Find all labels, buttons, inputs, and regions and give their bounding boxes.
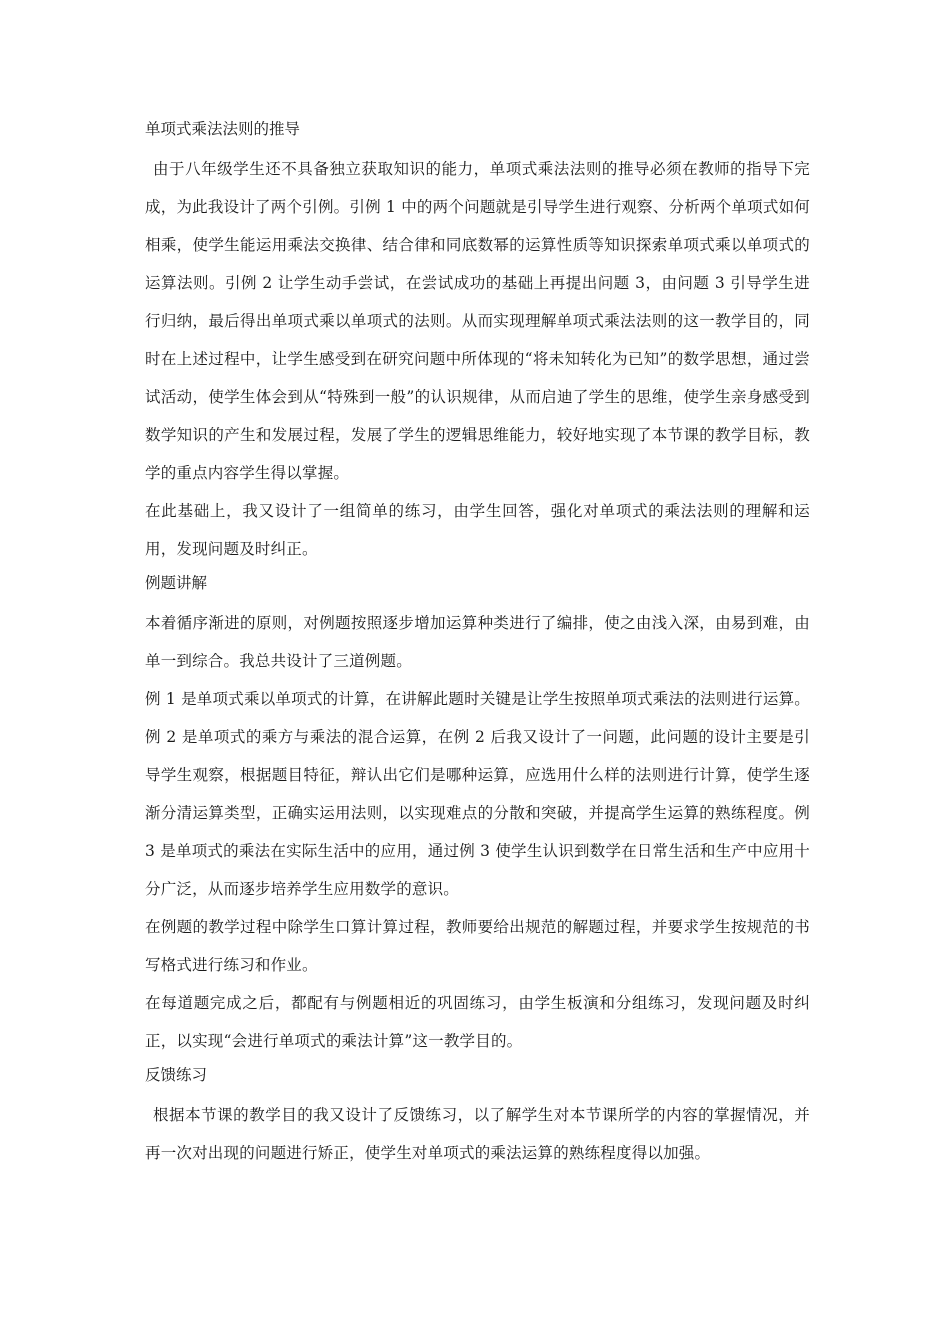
paragraph-examples-2: 例 1 是单项式乘以单项式的计算，在讲解此题时关键是让学生按照单项式乘法的法则进行运算。例 2 是单项式的乘方与乘法的混合运算，在例 2 后我又设计了一问题，此问题的设计主要是引导学生观察，根据题目特征，辩认出它们是哪种运算，应选用什么样的法则进行计算，使学生逐渐分清运算类型，正确实运用法则，以实现难点的分散和突破，并提高学生运算的熟练程度。例 3 是单项式的乘法在实际生活中的应用，通过例 3 使学生认识到数学在日常生活和生产中应用十分广泛，从而逐步培养学生应用数学的意识。 (145, 690, 810, 898)
paragraph-examples-3: 在例题的教学过程中除学生口算计算过程，教师要给出规范的解题过程，并要求学生按规范的书写格式进行练习和作业。 (145, 918, 810, 974)
paragraph-derivation-1: 由于八年级学生还不具备独立获取知识的能力，单项式乘法法则的推导必须在教师的指导下完成，为此我设计了两个引例。引例 1 中的两个问题就是引导学生进行观察、分析两个单项式如何相乘，使学生能运用乘法交换律、结合律和同底数幂的运算性质等知识探索单项式乘以单项式的运算法则。引例 2 让学生动手尝试，在尝试成功的基础上再提出问题 3，由问题 3 引导学生进行归纳，最后得出单项式乘以单项式的法则。从而实现理解单项式乘法法则的这一教学目的，同时在上述过程中，让学生感受到在研究问题中所体现的“将未知转化为已知”的数学思想，通过尝试活动，使学生体会到从“特殊到一般”的认识规律，从而启迪了学生的思维，使学生亲身感受到数学知识的产生和发展过程，发展了学生的逻辑思维能力，较好地实现了本节课的教学目标，教学的重点内容学生得以掌握。 (145, 160, 810, 482)
section-heading-feedback: 反馈练习 (145, 1066, 208, 1084)
paragraph-feedback-1: 根据本节课的教学目的我又设计了反馈练习，以了解学生对本节课所学的内容的掌握情况，并再一次对出现的问题进行矫正，使学生对单项式的乘法运算的熟练程度得以加强。 (145, 1106, 810, 1162)
section-heading-examples: 例题讲解 (145, 574, 208, 592)
paragraph-examples-1: 本着循序渐进的原则，对例题按照逐步增加运算种类进行了编排，使之由浅入深，由易到难，由单一到综合。我总共设计了三道例题。 (145, 614, 810, 670)
paragraph-examples-4: 在每道题完成之后，都配有与例题相近的巩固练习，由学生板演和分组练习，发现问题及时纠正，以实现“会进行单项式的乘法计算”这一教学目的。 (145, 994, 810, 1050)
document-page (145, 118, 810, 1172)
section-heading-derivation: 单项式乘法法则的推导 (145, 120, 301, 138)
paragraph-derivation-2: 在此基础上，我又设计了一组简单的练习，由学生回答，强化对单项式的乘法法则的理解和运用，发现问题及时纠正。 (145, 502, 810, 558)
